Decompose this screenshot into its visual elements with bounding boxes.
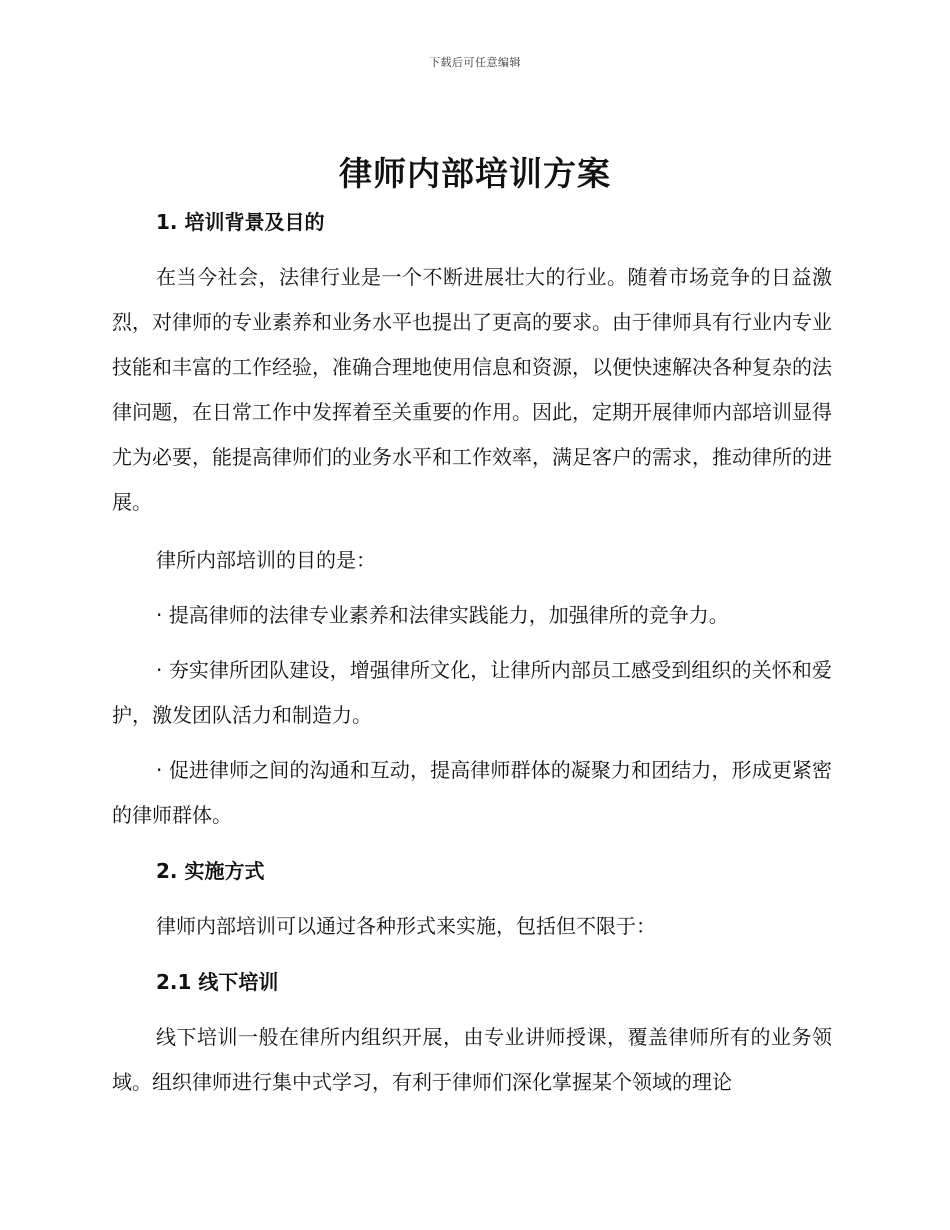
goal-item-3: · 促进律师之间的沟通和互动，提高律师群体的凝聚力和团结力，形成更紧密的律师群体。	[112, 758, 832, 827]
goal-item-1: · 提高律师的法律专业素养和法律实践能力，加强律所的竞争力。	[156, 603, 729, 627]
section-2-1-heading: 2.1 线下培训	[156, 970, 279, 994]
page-header-note: 下载后可任意编辑	[429, 56, 521, 69]
goal-item-2: · 夯实律所团队建设，增强律所文化，让律所内部员工感受到组织的关怀和爱护，激发团队活力和制造力。	[112, 658, 832, 727]
section-2-paragraph: 律师内部培训可以通过各种形式来实施，包括但不限于：	[156, 914, 656, 938]
section-2-heading: 2. 实施方式	[156, 859, 265, 883]
document-body	[112, 202, 832, 1105]
section-2-1-paragraph: 线下培训一般在律所内组织开展，由专业讲师授课，覆盖律师所有的业务领域。组织律师进行集中式学习，有利于律师们深化掌握某个领域的理论	[112, 1025, 832, 1094]
document-title: 律师内部培训方案	[339, 154, 611, 193]
section-1-paragraph: 在当今社会，法律行业是一个不断进展壮大的行业。随着市场竞争的日益激烈，对律师的专业素养和业务水平也提出了更高的要求。由于律师具有行业内专业技能和丰富的工作经验，准确合理地使用信息和资源，以便快速解决各种复杂的法律问题，在日常工作中发挥着至关重要的作用。因此，定期开展律师内部培训显得尤为必要，能提高律师们的业务水平和工作效率，满足客户的需求，推动律所的进展。	[112, 265, 832, 514]
section-1-heading: 1. 培训背景及目的	[156, 210, 325, 234]
goals-intro: 律所内部培训的目的是：	[156, 548, 376, 572]
